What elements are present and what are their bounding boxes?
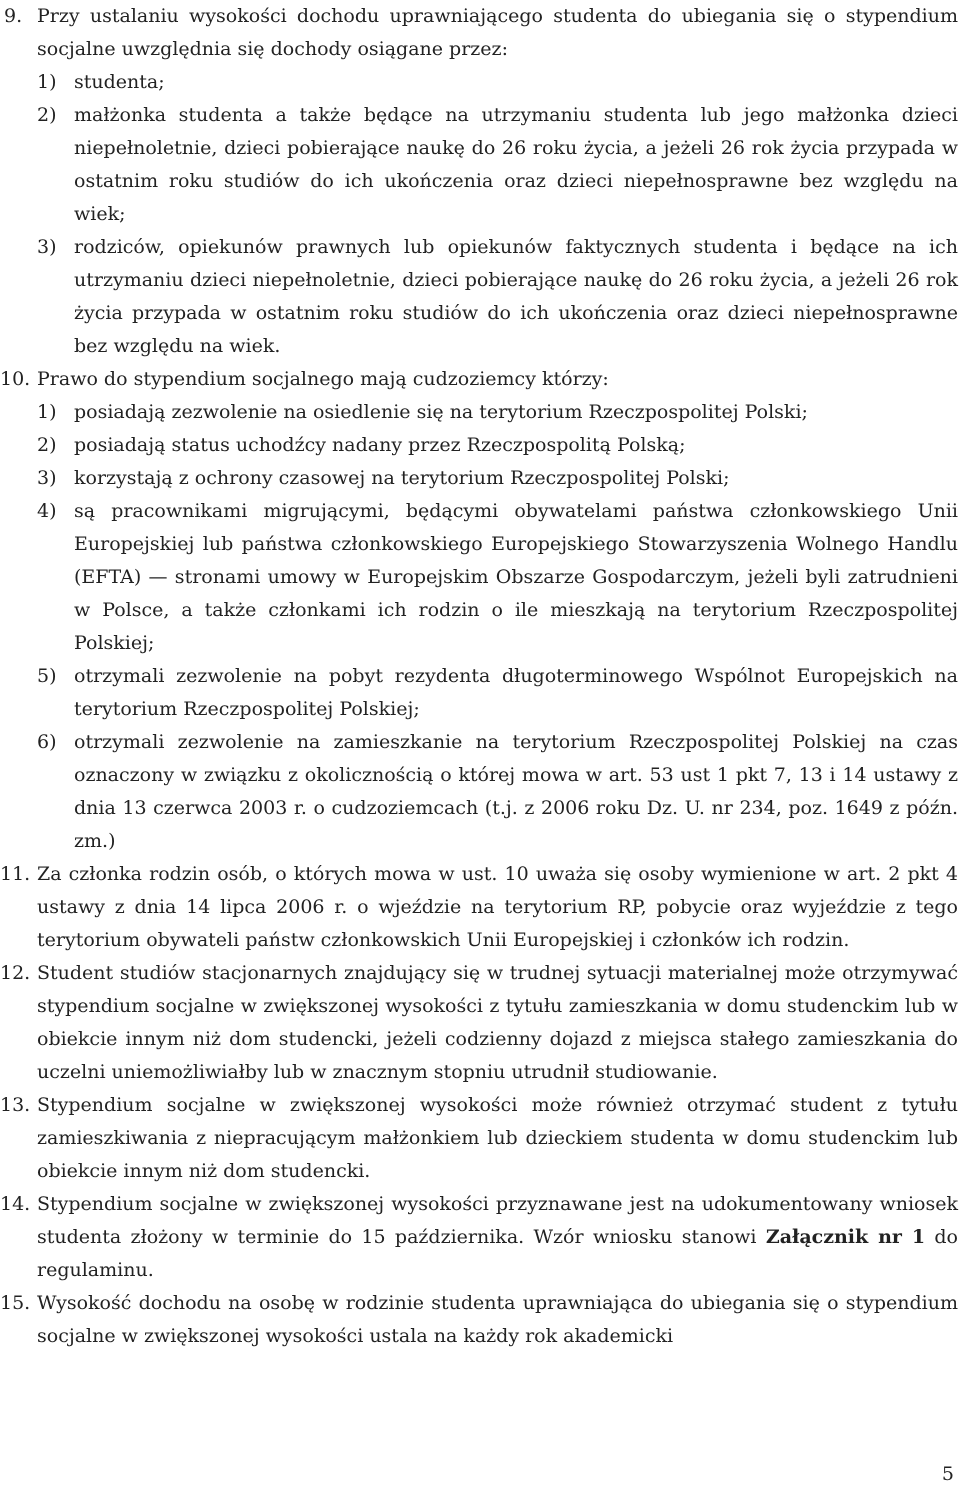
paragraph-text: Wysokość dochodu na osobę w rodzinie studenta uprawniająca do ubiegania się o stypendium socjalne w zwiększonej wysokości ustala na każdy rok akademicki bbox=[37, 1292, 958, 1347]
sub-item bbox=[37, 429, 958, 462]
sub-item-number: 2) bbox=[37, 104, 57, 126]
sub-item-number: 3) bbox=[37, 236, 57, 258]
sub-item-number: 1) bbox=[37, 71, 57, 93]
paragraph-text: Prawo do stypendium socjalnego mają cudzoziemcy którzy: bbox=[37, 368, 609, 390]
attachment-reference: Załącznik nr 1 bbox=[765, 1226, 926, 1248]
sub-item bbox=[37, 231, 958, 363]
paragraph-number: 14. bbox=[0, 1193, 31, 1215]
paragraph-text: Przy ustalaniu wysokości dochodu uprawniającego studenta do ubiegania się o stypendium socjalne uwzględnia się dochody osiągane przez: bbox=[37, 5, 958, 60]
paragraph-10 bbox=[0, 363, 958, 858]
paragraph-number: 11. bbox=[0, 863, 31, 885]
sub-item-text: posiadają status uchodźcy nadany przez Rzeczpospolitą Polską; bbox=[74, 434, 686, 456]
paragraph-text: Za członka rodzin osób, o których mowa w ust. 10 uważa się osoby wymienione w art. 2 pkt 4 ustawy z dnia 14 lipca 2006 r. o wjeździe na terytorium RP, pobycie oraz wyjeździe z tego terytorium obywateli państw członkowskich Unii Europejskiej i członków ich rodzin. bbox=[37, 863, 958, 951]
sub-item-text: posiadają zezwolenie na osiedlenie się na terytorium Rzeczpospolitej Polski; bbox=[74, 401, 808, 423]
paragraph-13 bbox=[0, 1089, 958, 1188]
sub-item-number: 6) bbox=[37, 731, 57, 753]
sub-item-text: studenta; bbox=[74, 71, 165, 93]
sub-item bbox=[37, 66, 958, 99]
paragraph-14 bbox=[0, 1188, 958, 1287]
sub-item-text: małżonka studenta a także będące na utrzymaniu studenta lub jego małżonka dzieci niepełnoletnie, dzieci pobierające naukę do 26 roku życia, a jeżeli 26 rok życia przypada w ostatnim roku studiów do ich ukończenia oraz dzieci niepełnosprawne bez względu na wiek; bbox=[74, 104, 958, 225]
paragraph-12 bbox=[0, 957, 958, 1089]
sub-item-number: 2) bbox=[37, 434, 57, 456]
sub-item-text: korzystają z ochrony czasowej na terytorium Rzeczpospolitej Polski; bbox=[74, 467, 730, 489]
paragraph-text: Student studiów stacjonarnych znajdujący się w trudnej sytuacji materialnej może otrzymywać stypendium socjalne w zwiększonej wysokości z tytułu zamieszkania w domu studenckim lub w obiekcie innym niż dom studencki, jeżeli codzienny dojazd z miejsca stałego zamieszkania do uczelni uniemożliwiałby lub w znacznym stopniu utrudnił studiowanie. bbox=[37, 962, 958, 1083]
sub-item-number: 4) bbox=[37, 500, 57, 522]
sub-item-number: 5) bbox=[37, 665, 57, 687]
paragraph-number: 12. bbox=[0, 962, 31, 984]
sub-item-text: są pracownikami migrującymi, będącymi obywatelami państwa członkowskiego Unii Europejskiej lub państwa członkowskiego Europejskiego Stowarzyszenia Wolnego Handlu (EFTA) — stronami umowy w Europejskim Obszarze Gospodarczym, jeżeli byli zatrudnieni w Polsce, a także członkami ich rodzin o ile mieszkają na terytorium Rzeczpospolitej Polskiej; bbox=[74, 500, 958, 654]
sub-item-number: 3) bbox=[37, 467, 57, 489]
sub-item bbox=[37, 726, 958, 858]
paragraph-number: 13. bbox=[0, 1094, 31, 1116]
paragraph-text: Stypendium socjalne w zwiększonej wysokości może również otrzymać student z tytułu zamieszkiwania z niepracującym małżonkiem lub dzieckiem studenta w domu studenckim lub obiekcie innym niż dom studencki. bbox=[37, 1094, 958, 1182]
paragraph-text-start: Stypendium socjalne w zwiększonej wysokości przyznawane jest na udokumentowany wniosek studenta złożony w terminie do 15 października. Wzór wniosku stanowi bbox=[37, 1193, 958, 1248]
paragraph-number: 9. bbox=[4, 5, 23, 27]
sub-item bbox=[37, 495, 958, 660]
page-number: 5 bbox=[941, 1463, 954, 1485]
paragraph-text bbox=[37, 1188, 958, 1287]
sub-item-text: rodziców, opiekunów prawnych lub opiekunów faktycznych studenta i będące na ich utrzymaniu dzieci niepełnoletnie, dzieci pobierające naukę do 26 roku życia, a jeżeli 26 rok życia przypada w ostatnim roku studiów do ich ukończenia oraz dzieci niepełnosprawne bez względu na wiek. bbox=[74, 236, 958, 357]
paragraph-number: 10. bbox=[0, 368, 31, 390]
sub-item-number: 1) bbox=[37, 401, 57, 423]
sub-item bbox=[37, 660, 958, 726]
paragraph-9 bbox=[0, 0, 958, 363]
sub-item-text: otrzymali zezwolenie na zamieszkanie na terytorium Rzeczpospolitej Polskiej na czas oznaczony w związku z okolicznością o której mowa w art. 53 ust 1 pkt 7, 13 i 14 ustawy z dnia 13 czerwca 2003 r. o cudzoziemcach (t.j. z 2006 roku Dz. U. nr 234, poz. 1649 z późn. zm.) bbox=[74, 731, 958, 852]
paragraph-11 bbox=[0, 858, 958, 957]
sub-item bbox=[37, 396, 958, 429]
sub-item-text: otrzymali zezwolenie na pobyt rezydenta długoterminowego Wspólnot Europejskich na terytorium Rzeczpospolitej Polskiej; bbox=[74, 665, 958, 720]
paragraph-number: 15. bbox=[0, 1292, 31, 1314]
paragraph-text-end: do regulaminu. bbox=[37, 1226, 958, 1281]
sub-item bbox=[37, 99, 958, 231]
paragraph-15 bbox=[0, 1287, 958, 1353]
sub-item bbox=[37, 462, 958, 495]
